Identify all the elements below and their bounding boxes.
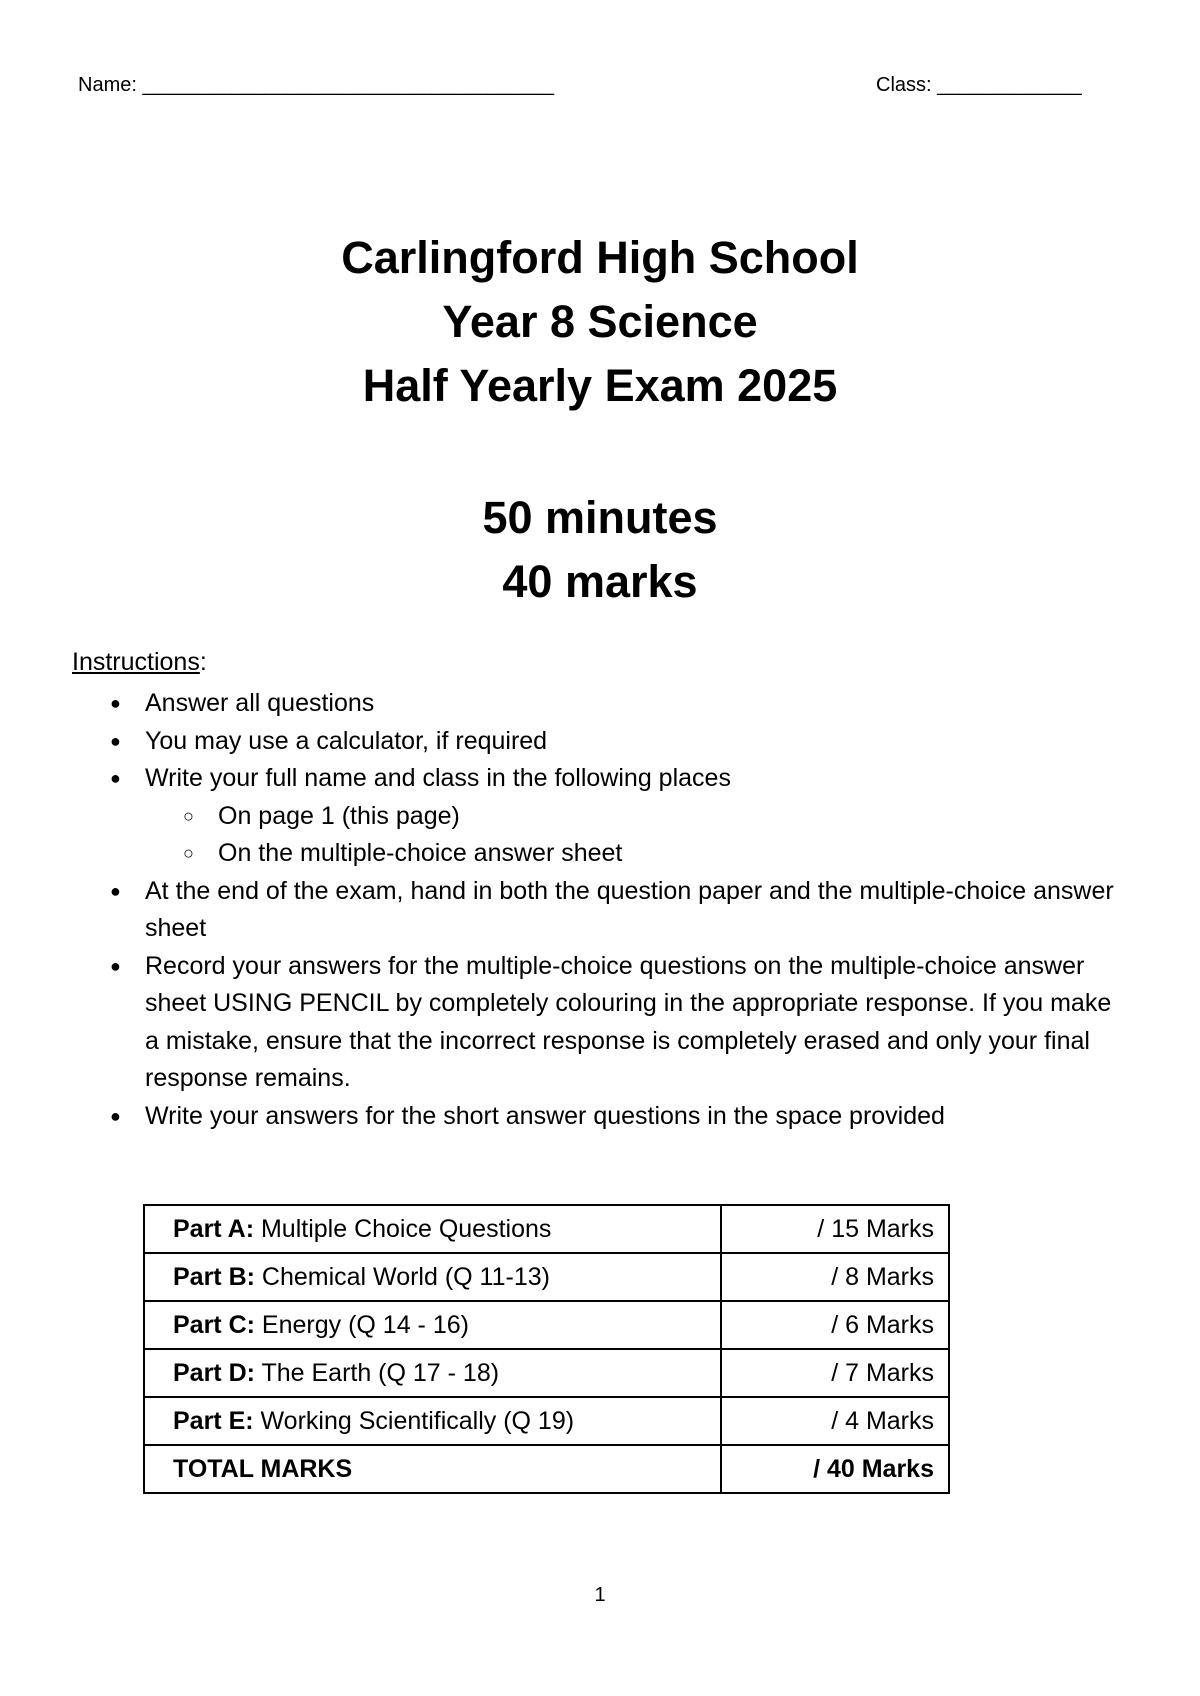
- instructions-heading-colon: :: [199, 648, 207, 676]
- list-item: [0, 723, 1200, 761]
- part-label: Part A:: [173, 1214, 255, 1243]
- marks-summary-table: [143, 1204, 950, 1494]
- instructions-heading: [72, 648, 207, 677]
- marks-cell: / 6 Marks: [721, 1301, 949, 1349]
- exam-title: Half Yearly Exam 2025: [362, 360, 838, 411]
- page-number: 1: [594, 1584, 606, 1606]
- list-item: [0, 760, 1200, 798]
- list-item: [0, 948, 1200, 1098]
- table-row: [144, 1397, 949, 1445]
- instruction-text: Write your full name and class in the following places: [145, 764, 731, 792]
- part-cell: [144, 1397, 721, 1445]
- instruction-text: You may use a calculator, if required: [145, 726, 548, 755]
- sub-bullet-icon: ○: [183, 805, 194, 826]
- bullet-icon: ●: [110, 955, 121, 976]
- list-item: [0, 873, 1200, 948]
- part-cell: [144, 1253, 721, 1301]
- part-label: Part C:: [173, 1310, 255, 1339]
- part-description: The Earth (Q 17 - 18): [254, 1358, 500, 1387]
- class-field-line: Class: _____________: [876, 74, 1082, 96]
- part-label: Part E:: [173, 1406, 254, 1435]
- part-description: Chemical World (Q 11-13): [254, 1262, 550, 1291]
- exam-meta-block: [0, 486, 1200, 614]
- name-field-line: Name: _____________________________________: [78, 74, 555, 96]
- school-name: Carlingford High School: [341, 232, 859, 283]
- table-row: [144, 1253, 949, 1301]
- table-row: [144, 1301, 949, 1349]
- part-description: Multiple Choice Questions: [254, 1214, 552, 1243]
- part-label: Part B:: [173, 1262, 255, 1291]
- list-item: [0, 685, 1200, 723]
- total-label-cell: [144, 1445, 721, 1493]
- table-row: [144, 1205, 949, 1253]
- exam-total-marks: 40 marks: [502, 556, 698, 607]
- part-description: Working Scientifically (Q 19): [253, 1406, 575, 1435]
- marks-cell: / 7 Marks: [721, 1349, 949, 1397]
- bullet-icon: ●: [110, 1105, 121, 1126]
- part-cell: [144, 1301, 721, 1349]
- bullet-icon: ●: [110, 768, 121, 788]
- list-item: [0, 1098, 1200, 1136]
- instructions-heading-text: Instructions: [72, 648, 200, 676]
- exam-title-block: [0, 226, 1200, 418]
- total-label: TOTAL MARKS: [173, 1454, 353, 1483]
- marks-cell: / 4 Marks: [721, 1397, 949, 1445]
- exam-duration: 50 minutes: [482, 492, 718, 543]
- list-item: [0, 798, 1200, 836]
- part-description: Energy (Q 14 - 16): [254, 1310, 469, 1339]
- instruction-text: At the end of the exam, hand in both the question paper and the multiple-choice answer sheet: [145, 876, 1114, 942]
- part-cell: [144, 1205, 721, 1253]
- total-marks: / 40 Marks: [813, 1454, 934, 1483]
- instruction-text: On the multiple-choice answer sheet: [218, 839, 623, 867]
- bullet-icon: ●: [110, 880, 121, 901]
- part-label: Part D:: [173, 1358, 255, 1387]
- subject-title: Year 8 Science: [442, 296, 758, 347]
- instruction-text: On page 1 (this page): [218, 801, 460, 830]
- sub-bullet-icon: ○: [183, 843, 194, 863]
- marks-cell: / 15 Marks: [721, 1205, 949, 1253]
- part-cell: [144, 1349, 721, 1397]
- bullet-icon: ●: [110, 693, 121, 713]
- instruction-text: Record your answers for the multiple-choice questions on the multiple-choice answer sheet USING PENCIL by completely colouring in the appropriate response. If you make a mistake, ensure that the incorrect response is completely erased and only your final response remains.: [145, 951, 1112, 1092]
- total-marks-cell: [721, 1445, 949, 1493]
- bullet-icon: ●: [110, 730, 121, 751]
- marks-cell: / 8 Marks: [721, 1253, 949, 1301]
- instruction-text: Write your answers for the short answer questions in the space provided: [145, 1101, 945, 1130]
- list-item: [0, 835, 1200, 873]
- instructions-list: [0, 685, 1200, 1135]
- total-row: [144, 1445, 949, 1493]
- table-row: [144, 1349, 949, 1397]
- instruction-text: Answer all questions: [145, 689, 375, 717]
